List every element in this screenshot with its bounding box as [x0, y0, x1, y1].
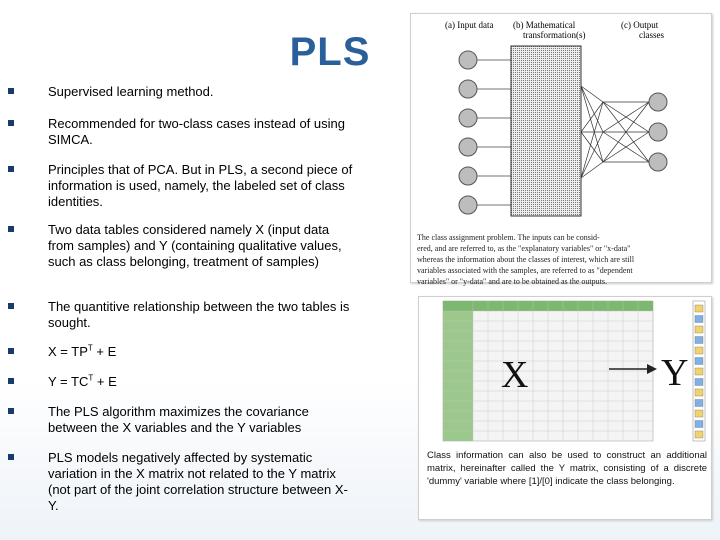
y-dummy-cell: [695, 326, 703, 333]
input-node: [459, 51, 477, 69]
bullet-item: [8, 299, 353, 331]
input-nodes: [459, 51, 477, 214]
y-dummy-cell: [695, 379, 703, 386]
equation-y: $Y = TC^T + E$: [48, 373, 117, 389]
bullet-text: Supervised learning method.: [48, 84, 214, 99]
bullet-item: [8, 450, 353, 514]
input-node: [459, 167, 477, 185]
matrix-caption: Class information can also be used to construct an additional matrix, hereinafter called the Y matrix, consisting of a discrete 'dummy' variable where [1]/[0] indicate the class belonging.: [427, 450, 707, 487]
y-matrix-label: Y: [661, 352, 689, 394]
bullet-text: Principles that of PCA. But in PLS, a second piece of information is used, namely, the labeled set of class identities.: [48, 162, 353, 209]
input-node: [459, 196, 477, 214]
bullet-marker: [8, 88, 14, 94]
y-dummy-cell: [695, 347, 703, 354]
x-matrix-label: X: [501, 354, 529, 396]
bullet-text: Two data tables considered namely X (input data from samples) and Y (containing qualitative values, such as class belonging, treatment of samples): [48, 222, 342, 269]
transformation-box: [511, 46, 581, 216]
output-nodes: [649, 93, 667, 171]
y-dummy-cell: [695, 410, 703, 417]
header-output-classes: (c) Output classes: [621, 20, 664, 40]
network-caption: The class assignment problem. The inputs can be consid- ered, and are referred to, as the "explanatory variables" or "x-data" whereas the information about the classes of interest, which are still variables associated with the samples, are referred to as "dependent variables" or "y-data" and are to be obtained as the outputs.: [417, 233, 635, 286]
bullet-marker: [8, 348, 14, 354]
bullet-item: [8, 116, 353, 148]
input-node: [459, 109, 477, 127]
output-node: [649, 123, 667, 141]
equation-x: $X = TP^T + E$: [48, 343, 117, 359]
bullet-text: Recommended for two-class cases instead of using SIMCA.: [48, 116, 345, 147]
input-node: [459, 80, 477, 98]
y-dummy-cell: [695, 431, 703, 438]
bullet-text: PLS models negatively affected by systematic variation in the X matrix not related to the Y matrix (not part of the joint correlation structure between X-Y.: [48, 450, 348, 513]
network-figure: [410, 13, 712, 286]
input-arrows: [477, 60, 511, 205]
bullet-item: [8, 84, 353, 100]
bullet-text: The quantitive relationship between the two tables is sought.: [48, 299, 350, 330]
header-input-data: (a) Input data: [445, 20, 494, 30]
y-dummy-cell: [695, 368, 703, 375]
bullet-marker: [8, 166, 14, 172]
y-dummy-cell: [695, 305, 703, 312]
y-dummy-cell: [695, 358, 703, 365]
header-transformation: (b) Mathematical transformation(s): [513, 20, 586, 40]
y-dummy-cell: [695, 316, 703, 323]
matrix-figure: [418, 296, 712, 520]
y-dummy-cell: [695, 337, 703, 344]
slide-title: PLS: [289, 30, 371, 74]
bullet-marker: [8, 408, 14, 414]
bullet-item: [8, 222, 353, 270]
output-node: [649, 153, 667, 171]
bullet-item: [8, 162, 353, 210]
y-dummy-cell: [695, 400, 703, 407]
y-dummy-cell: [695, 389, 703, 396]
bullet-marker: [8, 303, 14, 309]
bullet-text: The PLS algorithm maximizes the covariance between the X variables and the Y variables: [48, 404, 309, 435]
y-dummy-cell: [695, 421, 703, 428]
bullet-marker: [8, 378, 14, 384]
network-diagram: [411, 14, 711, 229]
input-node: [459, 138, 477, 156]
output-node: [649, 93, 667, 111]
bullet-marker: [8, 454, 14, 460]
matrix-diagram: [419, 297, 711, 447]
bullet-item: [8, 374, 353, 390]
bullet-item: [8, 404, 353, 436]
bullet-marker: [8, 120, 14, 126]
bullet-marker: [8, 226, 14, 232]
bullet-item: [8, 344, 353, 360]
network-connections: [581, 86, 649, 178]
sample-name-column: [443, 311, 473, 441]
